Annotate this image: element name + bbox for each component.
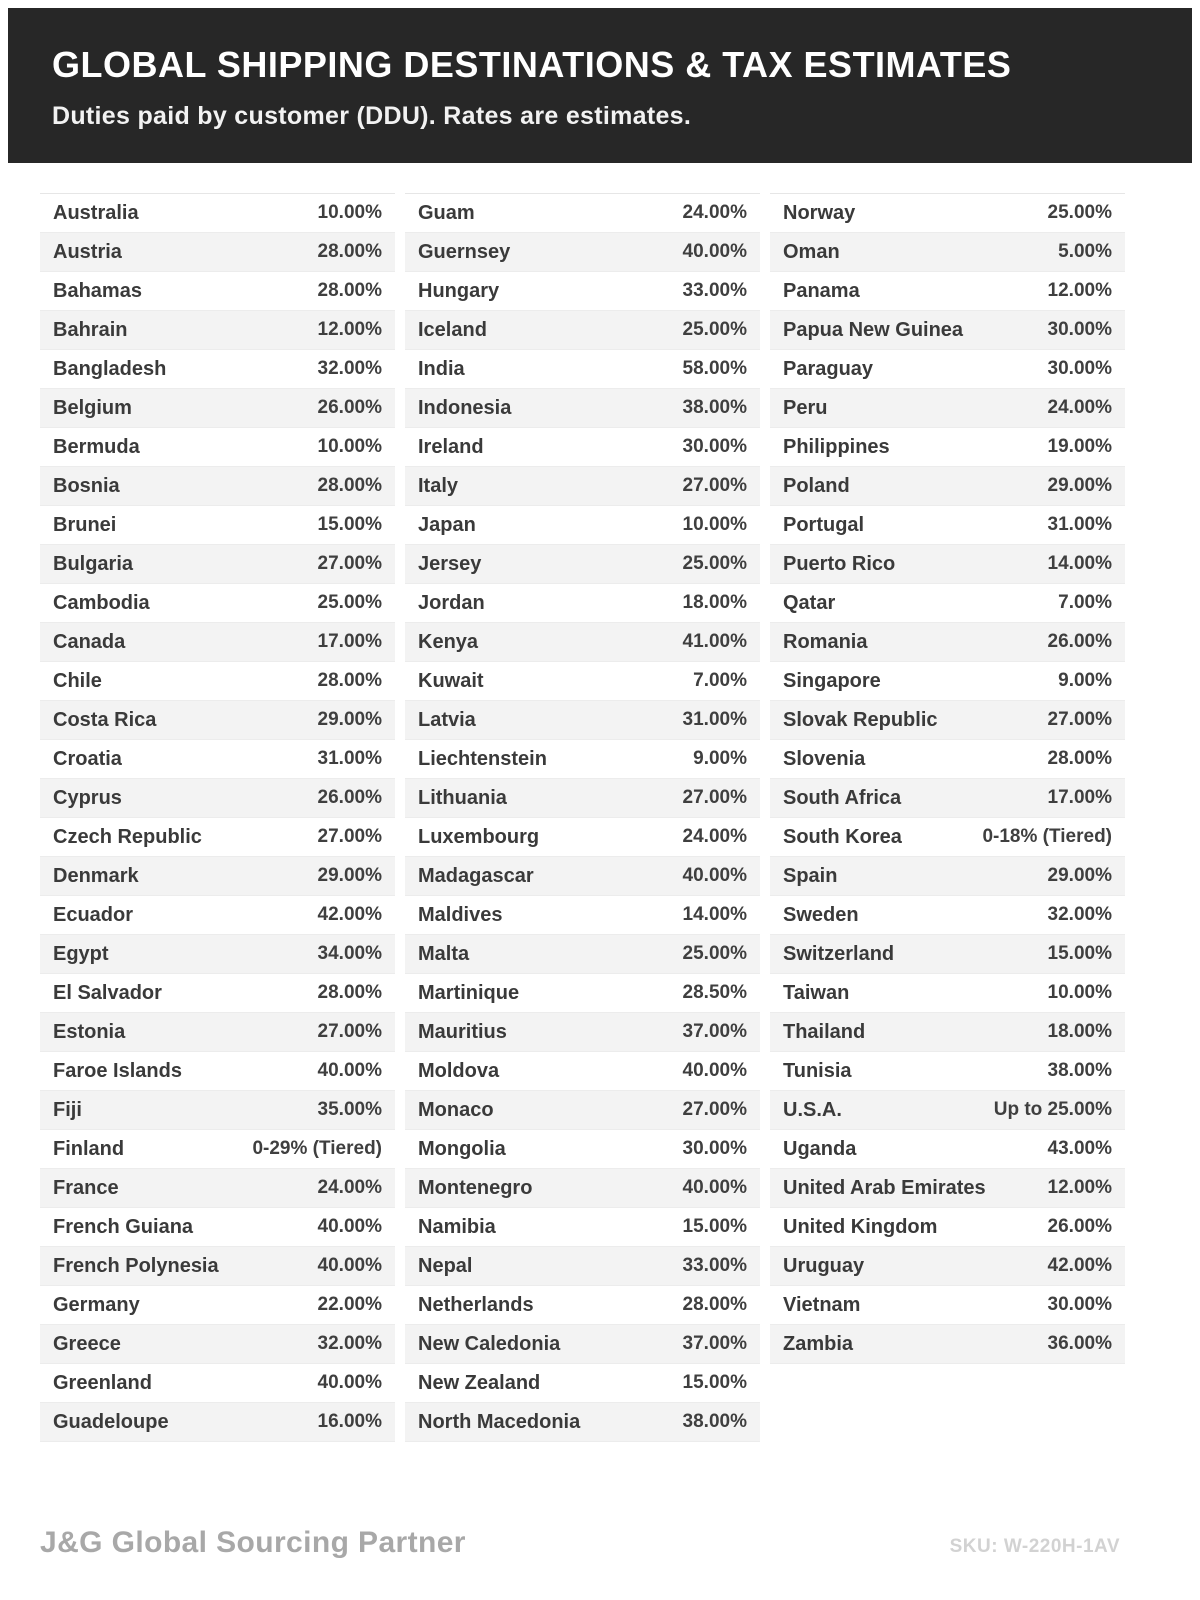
table-row	[40, 1052, 395, 1091]
table-row	[405, 935, 760, 974]
tax-rate: 26.00%	[317, 787, 382, 808]
table-row	[405, 701, 760, 740]
tax-rate: 7.00%	[1058, 592, 1112, 613]
table-row	[770, 506, 1125, 545]
table-row	[405, 350, 760, 389]
tax-rate: 31.00%	[1047, 514, 1112, 535]
table-row	[40, 1286, 395, 1325]
table-row	[405, 623, 760, 662]
tax-rate: 38.00%	[682, 397, 747, 418]
country-name: Bulgaria	[53, 552, 134, 575]
tax-rate: 40.00%	[317, 1255, 382, 1276]
table-row	[405, 311, 760, 350]
country-name: Lithuania	[418, 786, 507, 809]
country-name: Japan	[418, 513, 476, 536]
table-row	[405, 1091, 760, 1130]
tax-rate: 28.50%	[682, 982, 747, 1003]
table-row	[405, 194, 760, 233]
table-row	[770, 428, 1125, 467]
tax-rate: 40.00%	[317, 1216, 382, 1237]
tax-rate: 40.00%	[682, 1060, 747, 1081]
rates-column-1	[40, 193, 395, 1442]
table-row	[770, 584, 1125, 623]
tax-rate: 15.00%	[682, 1216, 747, 1237]
table-row	[405, 584, 760, 623]
country-name: Bosnia	[53, 474, 120, 497]
tax-rate: 28.00%	[317, 475, 382, 496]
tax-rate: 12.00%	[317, 319, 382, 340]
table-row	[770, 545, 1125, 584]
country-name: New Caledonia	[418, 1332, 561, 1355]
country-name: Czech Republic	[53, 825, 202, 848]
table-row	[40, 740, 395, 779]
country-name: Norway	[783, 201, 856, 224]
tax-rate: 33.00%	[682, 280, 747, 301]
tax-rate: 10.00%	[682, 514, 747, 535]
tax-rate: 41.00%	[682, 631, 747, 652]
tax-rate: 37.00%	[682, 1333, 747, 1354]
table-row	[770, 311, 1125, 350]
tax-rate: 10.00%	[1047, 982, 1112, 1003]
tax-rate: 17.00%	[1047, 787, 1112, 808]
table-row	[405, 1403, 760, 1442]
table-row	[405, 779, 760, 818]
tax-rate: 22.00%	[317, 1294, 382, 1315]
tax-rate: 17.00%	[317, 631, 382, 652]
country-name: Italy	[418, 474, 459, 497]
tax-rate: 24.00%	[682, 826, 747, 847]
table-row	[40, 467, 395, 506]
tax-rate: 25.00%	[1047, 202, 1112, 223]
tax-rate: 37.00%	[682, 1021, 747, 1042]
country-name: Bahrain	[53, 318, 128, 341]
table-row	[40, 935, 395, 974]
shipping-tax-page	[0, 8, 1200, 1600]
table-row	[770, 779, 1125, 818]
table-row	[40, 389, 395, 428]
tax-rate: 38.00%	[682, 1411, 747, 1432]
country-name: India	[418, 357, 465, 380]
tax-rate: 25.00%	[682, 319, 747, 340]
country-name: Hungary	[418, 279, 500, 302]
table-row	[405, 896, 760, 935]
table-row	[770, 1208, 1125, 1247]
tax-rate: 29.00%	[1047, 865, 1112, 886]
country-name: Monaco	[418, 1098, 494, 1121]
tax-rate: 15.00%	[682, 1372, 747, 1393]
country-name: United Arab Emirates	[783, 1176, 986, 1199]
country-name: Namibia	[418, 1215, 496, 1238]
country-name: Philippines	[783, 435, 890, 458]
table-row	[40, 1091, 395, 1130]
country-name: Bangladesh	[53, 357, 167, 380]
table-row	[40, 584, 395, 623]
table-row	[40, 1013, 395, 1052]
tax-rate: 29.00%	[317, 709, 382, 730]
country-name: Greenland	[53, 1371, 152, 1394]
table-row	[40, 506, 395, 545]
table-row	[405, 818, 760, 857]
country-name: El Salvador	[53, 981, 162, 1004]
tax-rate: 42.00%	[1047, 1255, 1112, 1276]
country-name: Moldova	[418, 1059, 500, 1082]
country-name: Taiwan	[783, 981, 850, 1004]
tax-rate: 25.00%	[317, 592, 382, 613]
country-name: Kuwait	[418, 669, 484, 692]
tax-rate: 27.00%	[682, 787, 747, 808]
table-row	[40, 350, 395, 389]
country-name: Poland	[783, 474, 850, 497]
country-name: Guadeloupe	[53, 1410, 169, 1433]
table-row	[405, 428, 760, 467]
tax-rate: 27.00%	[317, 826, 382, 847]
tax-rate: 5.00%	[1058, 241, 1112, 262]
table-row	[40, 1364, 395, 1403]
tax-rate: 14.00%	[1047, 553, 1112, 574]
country-name: Peru	[783, 396, 828, 419]
country-name: Fiji	[53, 1098, 82, 1121]
table-row	[770, 857, 1125, 896]
table-row	[405, 389, 760, 428]
table-row	[40, 545, 395, 584]
sku-label: SKU: W-220H-1AV	[949, 1536, 1120, 1557]
tax-rate: 28.00%	[317, 982, 382, 1003]
table-row	[770, 1052, 1125, 1091]
table-row	[405, 1052, 760, 1091]
tax-rate: 28.00%	[682, 1294, 747, 1315]
table-row	[405, 974, 760, 1013]
table-row	[770, 623, 1125, 662]
tax-rate: 30.00%	[682, 1138, 747, 1159]
country-name: South Korea	[783, 825, 902, 848]
table-row	[770, 272, 1125, 311]
country-name: Martinique	[418, 981, 520, 1004]
table-row	[40, 233, 395, 272]
country-name: Germany	[53, 1293, 140, 1316]
country-name: Madagascar	[418, 864, 534, 887]
table-row	[40, 1247, 395, 1286]
tax-rate: 26.00%	[317, 397, 382, 418]
tax-rate: 40.00%	[682, 241, 747, 262]
country-name: Guernsey	[418, 240, 511, 263]
country-name: Oman	[783, 240, 840, 263]
country-name: Spain	[783, 864, 838, 887]
tax-rate: 19.00%	[1047, 436, 1112, 457]
tax-rate: 32.00%	[1047, 904, 1112, 925]
country-name: Denmark	[53, 864, 139, 887]
country-name: Estonia	[53, 1020, 126, 1043]
country-name: Egypt	[53, 942, 109, 965]
country-name: South Africa	[783, 786, 902, 809]
table-row	[405, 1013, 760, 1052]
tax-rate: 32.00%	[317, 358, 382, 379]
table-row	[770, 1247, 1125, 1286]
page-title: GLOBAL SHIPPING DESTINATIONS & TAX ESTIMATES	[52, 44, 1012, 85]
tax-rate: 27.00%	[682, 1099, 747, 1120]
country-name: Slovenia	[783, 747, 866, 770]
tax-rate: 31.00%	[682, 709, 747, 730]
table-row	[770, 1325, 1125, 1364]
tax-rate: 15.00%	[1047, 943, 1112, 964]
table-row	[40, 311, 395, 350]
country-name: Kenya	[418, 630, 479, 653]
country-name: Vietnam	[783, 1293, 861, 1316]
table-row	[405, 545, 760, 584]
tax-rate: 29.00%	[1047, 475, 1112, 496]
table-row	[770, 818, 1125, 857]
country-name: Singapore	[783, 669, 881, 692]
tax-rate: 28.00%	[317, 280, 382, 301]
tax-rate: 15.00%	[317, 514, 382, 535]
country-name: Jordan	[418, 591, 485, 614]
tax-rate: 9.00%	[693, 748, 747, 769]
tax-rate: 40.00%	[317, 1372, 382, 1393]
country-name: Sweden	[783, 903, 859, 926]
country-name: Jersey	[418, 552, 482, 575]
rates-table	[0, 163, 1200, 1442]
country-name: Bahamas	[53, 279, 142, 302]
table-row	[40, 272, 395, 311]
table-row	[405, 272, 760, 311]
table-row	[770, 1013, 1125, 1052]
table-row	[40, 818, 395, 857]
country-name: Cambodia	[53, 591, 150, 614]
country-name: Austria	[53, 240, 122, 263]
tax-rate: 27.00%	[317, 553, 382, 574]
country-name: Croatia	[53, 747, 122, 770]
country-name: Chile	[53, 669, 102, 692]
table-row	[40, 896, 395, 935]
country-name: Canada	[53, 630, 126, 653]
table-row	[770, 662, 1125, 701]
country-name: Puerto Rico	[783, 552, 896, 575]
table-row	[770, 194, 1125, 233]
page-footer	[40, 1526, 1120, 1560]
country-name: Liechtenstein	[418, 747, 547, 770]
country-name: Ecuador	[53, 903, 134, 926]
tax-rate: 33.00%	[682, 1255, 747, 1276]
tax-rate: 40.00%	[317, 1060, 382, 1081]
tax-rate: 40.00%	[682, 865, 747, 886]
table-row	[770, 467, 1125, 506]
country-name: French Polynesia	[53, 1254, 219, 1277]
country-name: Finland	[53, 1137, 125, 1160]
table-row	[405, 506, 760, 545]
tax-rate: 26.00%	[1047, 1216, 1112, 1237]
country-name: Tunisia	[783, 1059, 852, 1082]
country-name: Australia	[53, 201, 139, 224]
tax-rate: 42.00%	[317, 904, 382, 925]
country-name: Panama	[783, 279, 860, 302]
country-name: Indonesia	[418, 396, 512, 419]
tax-rate: 34.00%	[317, 943, 382, 964]
country-name: U.S.A.	[783, 1098, 842, 1121]
tax-rate: 32.00%	[317, 1333, 382, 1354]
tax-rate: 27.00%	[317, 1021, 382, 1042]
table-row	[405, 662, 760, 701]
tax-rate: 12.00%	[1047, 1177, 1112, 1198]
table-row	[40, 428, 395, 467]
table-row	[40, 1325, 395, 1364]
country-name: Netherlands	[418, 1293, 534, 1316]
tax-rate: 10.00%	[317, 436, 382, 457]
table-row	[770, 701, 1125, 740]
tax-rate: 18.00%	[682, 592, 747, 613]
table-row	[40, 1403, 395, 1442]
tax-rate: 0-29% (Tiered)	[252, 1138, 382, 1159]
country-name: Greece	[53, 1332, 121, 1355]
tax-rate: 30.00%	[1047, 358, 1112, 379]
tax-rate: 24.00%	[317, 1177, 382, 1198]
tax-rate: 16.00%	[317, 1411, 382, 1432]
tax-rate: 43.00%	[1047, 1138, 1112, 1159]
table-row	[40, 779, 395, 818]
country-name: Romania	[783, 630, 868, 653]
country-name: Paraguay	[783, 357, 874, 380]
tax-rate: 12.00%	[1047, 280, 1112, 301]
table-row	[770, 1286, 1125, 1325]
table-row	[40, 701, 395, 740]
country-name: New Zealand	[418, 1371, 541, 1394]
tax-rate: 28.00%	[1047, 748, 1112, 769]
rates-column-3	[770, 193, 1125, 1442]
table-row	[405, 1169, 760, 1208]
table-row	[405, 1208, 760, 1247]
table-row	[405, 1286, 760, 1325]
country-name: Uruguay	[783, 1254, 865, 1277]
tax-rate: 30.00%	[1047, 1294, 1112, 1315]
country-name: Papua New Guinea	[783, 318, 964, 341]
country-name: United Kingdom	[783, 1215, 938, 1238]
table-row	[40, 1169, 395, 1208]
tax-rate: 58.00%	[682, 358, 747, 379]
table-row	[405, 1247, 760, 1286]
country-name: Montenegro	[418, 1176, 533, 1199]
country-name: Guam	[418, 201, 475, 224]
country-name: Faroe Islands	[53, 1059, 182, 1082]
table-row	[770, 350, 1125, 389]
page-header	[8, 8, 1192, 163]
table-row	[770, 740, 1125, 779]
tax-rate: 28.00%	[317, 241, 382, 262]
table-row	[405, 1130, 760, 1169]
rates-column-2	[405, 193, 760, 1442]
table-row	[405, 1364, 760, 1403]
tax-rate: 14.00%	[682, 904, 747, 925]
tax-rate: 29.00%	[317, 865, 382, 886]
country-name: Bermuda	[53, 435, 140, 458]
tax-rate: 24.00%	[682, 202, 747, 223]
table-row	[40, 1208, 395, 1247]
table-row	[770, 935, 1125, 974]
country-name: Switzerland	[783, 942, 895, 965]
brand-name: J&G Global Sourcing Partner	[40, 1526, 466, 1559]
tax-rate: 27.00%	[682, 475, 747, 496]
table-row	[405, 1325, 760, 1364]
table-row	[40, 857, 395, 896]
country-name: France	[53, 1176, 119, 1199]
country-name: Nepal	[418, 1254, 473, 1277]
tax-rate: 7.00%	[693, 670, 747, 691]
table-row	[405, 857, 760, 896]
country-name: Cyprus	[53, 786, 122, 809]
country-name: Iceland	[418, 318, 487, 341]
tax-rate: 0-18% (Tiered)	[982, 826, 1112, 847]
country-name: Mongolia	[418, 1137, 506, 1160]
tax-rate: 27.00%	[1047, 709, 1112, 730]
tax-rate: 38.00%	[1047, 1060, 1112, 1081]
tax-rate: 28.00%	[317, 670, 382, 691]
tax-rate: 36.00%	[1047, 1333, 1112, 1354]
table-row	[40, 974, 395, 1013]
country-name: French Guiana	[53, 1215, 194, 1238]
tax-rate: 30.00%	[682, 436, 747, 457]
tax-rate: 31.00%	[317, 748, 382, 769]
table-row	[770, 974, 1125, 1013]
table-row	[770, 1091, 1125, 1130]
table-row	[40, 623, 395, 662]
country-name: North Macedonia	[418, 1410, 581, 1433]
country-name: Qatar	[783, 591, 836, 614]
table-row	[770, 1169, 1125, 1208]
table-row	[405, 740, 760, 779]
country-name: Ireland	[418, 435, 484, 458]
tax-rate: 30.00%	[1047, 319, 1112, 340]
country-name: Mauritius	[418, 1020, 507, 1043]
tax-rate: 10.00%	[317, 202, 382, 223]
tax-rate: 24.00%	[1047, 397, 1112, 418]
table-row	[405, 233, 760, 272]
country-name: Luxembourg	[418, 825, 540, 848]
country-name: Brunei	[53, 513, 117, 536]
country-name: Belgium	[53, 396, 132, 419]
page-subtitle: Duties paid by customer (DDU). Rates are estimates.	[52, 102, 692, 130]
table-row	[770, 233, 1125, 272]
table-row	[770, 1130, 1125, 1169]
country-name: Slovak Republic	[783, 708, 938, 731]
tax-rate: 25.00%	[682, 553, 747, 574]
tax-rate: 18.00%	[1047, 1021, 1112, 1042]
table-row	[405, 467, 760, 506]
country-name: Zambia	[783, 1332, 854, 1355]
country-name: Maldives	[418, 903, 503, 926]
country-name: Costa Rica	[53, 708, 157, 731]
tax-rate: 40.00%	[682, 1177, 747, 1198]
tax-rate: 25.00%	[682, 943, 747, 964]
country-name: Portugal	[783, 513, 865, 536]
table-row	[770, 896, 1125, 935]
table-row	[770, 389, 1125, 428]
tax-rate: 35.00%	[317, 1099, 382, 1120]
tax-rate: 26.00%	[1047, 631, 1112, 652]
tax-rate: Up to 25.00%	[993, 1099, 1112, 1120]
country-name: Latvia	[418, 708, 476, 731]
table-row	[40, 1130, 395, 1169]
country-name: Malta	[418, 942, 470, 965]
country-name: Thailand	[783, 1020, 866, 1043]
table-row	[40, 662, 395, 701]
country-name: Uganda	[783, 1137, 857, 1160]
table-row	[40, 194, 395, 233]
tax-rate: 9.00%	[1058, 670, 1112, 691]
